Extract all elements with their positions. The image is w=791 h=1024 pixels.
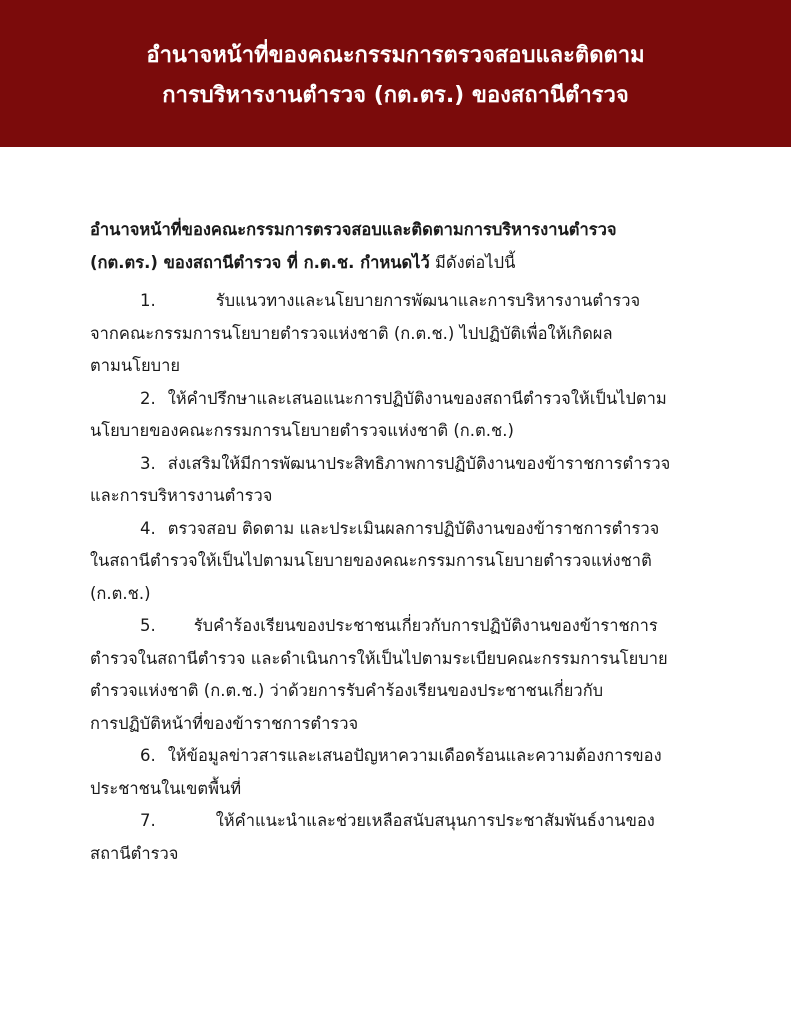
list-item <box>90 383 698 448</box>
intro-paragraph <box>90 214 698 279</box>
item-text: รับคำร้องเรียนของประชาชนเกี่ยวกับการปฏิบัติงานของข้าราชการ <box>193 616 658 635</box>
item-text: การปฏิบัติหน้าที่ของข้าราชการตำรวจ <box>90 713 359 733</box>
item-text: ให้คำแนะนำและช่วยเหลือสนับสนุนการประชาสัมพันธ์งานของ <box>215 811 655 830</box>
page-title-line-2: การบริหารงานตำรวจ (กต.ตร.) ของสถานีตำรวจ <box>162 82 629 108</box>
item-text: ให้ข้อมูลข่าวสารและเสนอปัญหาความเดือดร้อนและความต้องการของ <box>167 746 662 765</box>
item-text: นโยบายของคณะกรรมการนโยบายตำรวจแห่งชาติ (ก.ต.ช.) <box>90 421 514 440</box>
item-text: ตำรวจแห่งชาติ (ก.ต.ช.) ว่าด้วยการรับคำร้องเรียนของประชาชนเกี่ยวกับ <box>90 681 604 700</box>
intro-heading-line-2: (กต.ตร.) ของสถานีตำรวจ ที่ ก.ต.ช. กำหนดไว้ <box>90 252 430 272</box>
item-number: 4. <box>140 518 156 538</box>
item-number: 5. <box>140 616 156 635</box>
item-text: สถานีตำรวจ <box>90 843 179 863</box>
page-title-line-1: อำนาจหน้าที่ของคณะกรรมการตรวจสอบและติดตาม <box>146 42 645 68</box>
item-number: 7. <box>140 811 156 830</box>
intro-heading-line-1: อำนาจหน้าที่ของคณะกรรมการตรวจสอบและติดตามการบริหารงานตำรวจ <box>90 220 617 239</box>
item-text: ในสถานีตำรวจให้เป็นไปตามนโยบายของคณะกรรมการนโยบายตำรวจแห่งชาติ <box>90 551 652 570</box>
document-body <box>90 214 698 870</box>
item-text: ให้คำปรึกษาและเสนอแนะการปฏิบัติงานของสถานีตำรวจให้เป็นไปตาม <box>167 388 667 408</box>
list-item <box>90 740 698 805</box>
page-header-banner <box>0 0 791 147</box>
item-text: ตามนโยบาย <box>90 356 181 375</box>
item-number: 6. <box>140 746 156 765</box>
item-text: จากคณะกรรมการนโยบายตำรวจแห่งชาติ (ก.ต.ช.) ไปปฏิบัติเพื่อให้เกิดผล <box>90 323 613 343</box>
item-text: ตำรวจในสถานีตำรวจ และดำเนินการให้เป็นไปตามระเบียบคณะกรรมการนโยบาย <box>90 648 668 668</box>
list-item <box>90 448 698 513</box>
item-number: 3. <box>140 453 156 473</box>
intro-tail: มีดังต่อไปนี้ <box>429 252 516 272</box>
item-number: 2. <box>140 388 156 408</box>
item-text: ส่งเสริมให้มีการพัฒนาประสิทธิภาพการปฏิบัติงานของข้าราชการตำรวจ <box>167 453 671 473</box>
item-text: (ก.ต.ช.) <box>90 583 151 603</box>
list-item <box>90 285 698 383</box>
list-item <box>90 513 698 611</box>
list-item <box>90 805 698 870</box>
item-text: และการบริหารงานตำรวจ <box>90 486 273 505</box>
item-text: ตรวจสอบ ติดตาม และประเมินผลการปฏิบัติงานของข้าราชการตำรวจ <box>167 518 660 538</box>
item-text: รับแนวทางและนโยบายการพัฒนาและการบริหารงานตำรวจ <box>215 291 641 310</box>
item-number: 1. <box>140 291 156 310</box>
list-item <box>90 610 698 740</box>
item-text: ประชาชนในเขตพื้นที่ <box>90 778 242 798</box>
